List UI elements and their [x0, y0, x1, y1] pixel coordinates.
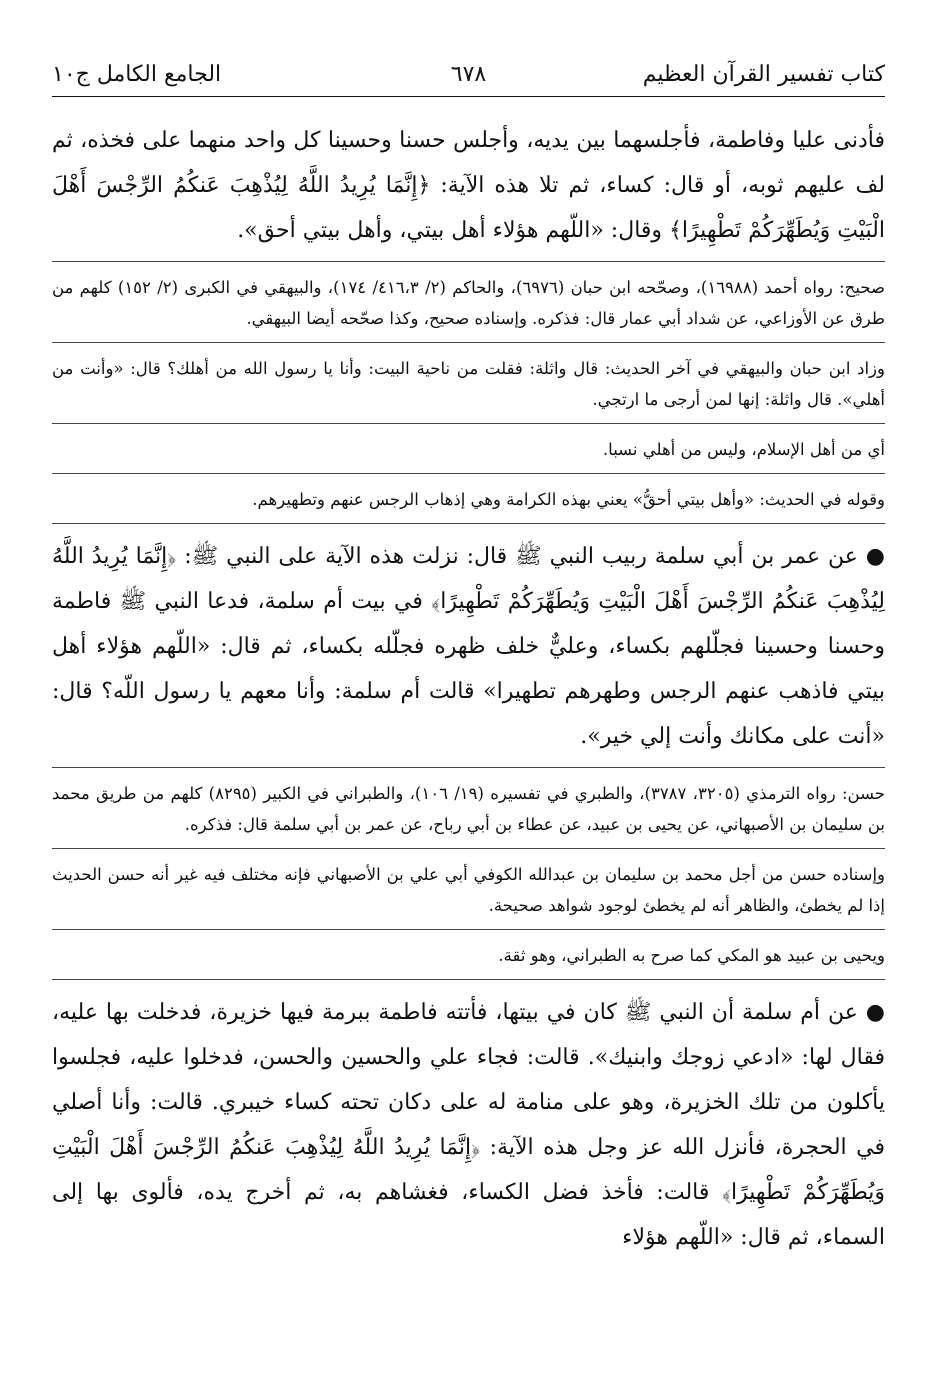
- takhrij-note: صحيح: رواه أحمد (١٦٩٨٨)، وصحّحه ابن حبان (٦٩٧٦)، والحاكم (٢/ ٤١٦،٣/ ١٧٤)، والبيهقي في الكبرى (٢/ ١٥٢) كلهم من طرق عن الأوزاعي، عن شداد أبي عمار قال: فذكره. وإسناده صحيح، وكذا صحّحه أيضا البيهقي.: [52, 278, 885, 328]
- commentary-note: وقوله في الحديث: «وأهل بيتي أحقُّ» يعني بهذه الكرامة وهي إذهاب الرجس عنهم وتطهيرهم.: [252, 490, 885, 509]
- separator-line: [52, 929, 885, 930]
- volume-title: الجامع الكامل ج١٠: [52, 62, 222, 87]
- separator-line: [52, 848, 885, 849]
- separator-line: [52, 473, 885, 474]
- commentary-note: وإسناده حسن من أجل محمد بن سليمان بن عبدالله الكوفي أبي علي بن الأصبهاني فإنه مختلف فيه غير أنه حسن الحديث إذا لم يخطئ، والظاهر أنه لم يخطئ لوجود شواهد صحيحة.: [52, 865, 885, 915]
- separator-line: [52, 523, 885, 524]
- separator-line: [52, 261, 885, 262]
- separator-line: [52, 979, 885, 980]
- separator-line: [52, 423, 885, 424]
- separator-line: [52, 767, 885, 768]
- hadith-paragraph: ● عن عمر بن أبي سلمة ربيب النبي ﷺ قال: نزلت هذه الآية على النبي ﷺ: ﴿إِنَّمَا يُرِيدُ اللَّهُ لِيُذْهِبَ عَنكُمُ الرِّجْسَ أَهْلَ الْبَيْتِ وَيُطَهِّرَكُمْ تَطْهِيرًا﴾ في بيت أم سلمة، فدعا النبي ﷺ فاطمة وحسنا وحسينا فجلّلهم بكساء، وعليٌّ خلف ظهره فجلّله بكساء، ثم قال: «اللّهم هؤلاء أهل بيتي فاذهب عنهم الرجس وطهرهم تطهيرا» قالت أم سلمة: وأنا معهم يا رسول اللّه؟ قال: «أنت على مكانك وأنت إلي خير».: [52, 544, 885, 749]
- commentary-note: ويحيى بن عبيد هو المكي كما صرح به الطبراني، وهو ثقة.: [498, 946, 885, 965]
- commentary-note: وزاد ابن حبان والبيهقي في آخر الحديث: قال واثلة: فقلت من ناحية البيت: وأنا يا رسول الله من أهلك؟ قال: «وأنت من أهلي». قال واثلة: إنها لمن أرجى ما ارتجي.: [52, 359, 885, 409]
- commentary-note: أي من أهل الإسلام، وليس من أهلي نسبا.: [602, 440, 885, 459]
- page-body: [52, 118, 885, 1260]
- running-header: [52, 56, 885, 97]
- hadith-paragraph: ● عن أم سلمة أن النبي ﷺ كان في بيتها، فأتته فاطمة ببرمة فيها خزيرة، فدخلت بها عليه، فقال لها: «ادعي زوجك وابنيك». قالت: فجاء علي والحسين والحسن، فدخلوا عليه، فجلسوا يأكلون من تلك الخزيرة، وهو على منامة له على دكان تحته كساء خيبري. قالت: وأنا أصلي في الحجرة، فأنزل الله عز وجل هذه الآية: ﴿إِنَّمَا يُرِيدُ اللَّهُ لِيُذْهِبَ عَنكُمُ الرِّجْسَ أَهْلَ الْبَيْتِ وَيُطَهِّرَكُمْ تَطْهِيرًا﴾ قالت: فأخذ فضل الكساء، فغشاهم به، ثم أخرج يده، فألوى بها إلى السماء، ثم قال: «اللّهم هؤلاء: [52, 1000, 885, 1250]
- takhrij-note: حسن: رواه الترمذي (٣٢٠٥، ٣٧٨٧)، والطبري في تفسيره (١٩/ ١٠٦)، والطبراني في الكبير (٨٢٩٥) كلهم من طريق محمد بن سليمان بن الأصبهاني، عن يحيى بن عبيد، عن عطاء بن أبي رباح، عن عمر بن أبي سلمة قال: فذكره.: [52, 784, 886, 834]
- hadith-paragraph: فأدنى عليا وفاطمة، فأجلسهما بين يديه، وأجلس حسنا وحسينا كل واحد منهما على فخذه، ثم لف عليهم ثوبه، أو قال: كساء، ثم تلا هذه الآية: ﴿إِنَّمَا يُرِيدُ اللَّهُ لِيُذْهِبَ عَنكُمُ الرِّجْسَ أَهْلَ الْبَيْتِ وَيُطَهِّرَكُمْ تَطْهِيرًا﴾ وقال: «اللّهم هؤلاء أهل بيتي، وأهل بيتي أحق».: [52, 128, 885, 243]
- page-number: ٦٧٨: [450, 62, 487, 87]
- book-title: كتاب تفسير القرآن العظيم: [642, 62, 885, 87]
- separator-line: [52, 342, 885, 343]
